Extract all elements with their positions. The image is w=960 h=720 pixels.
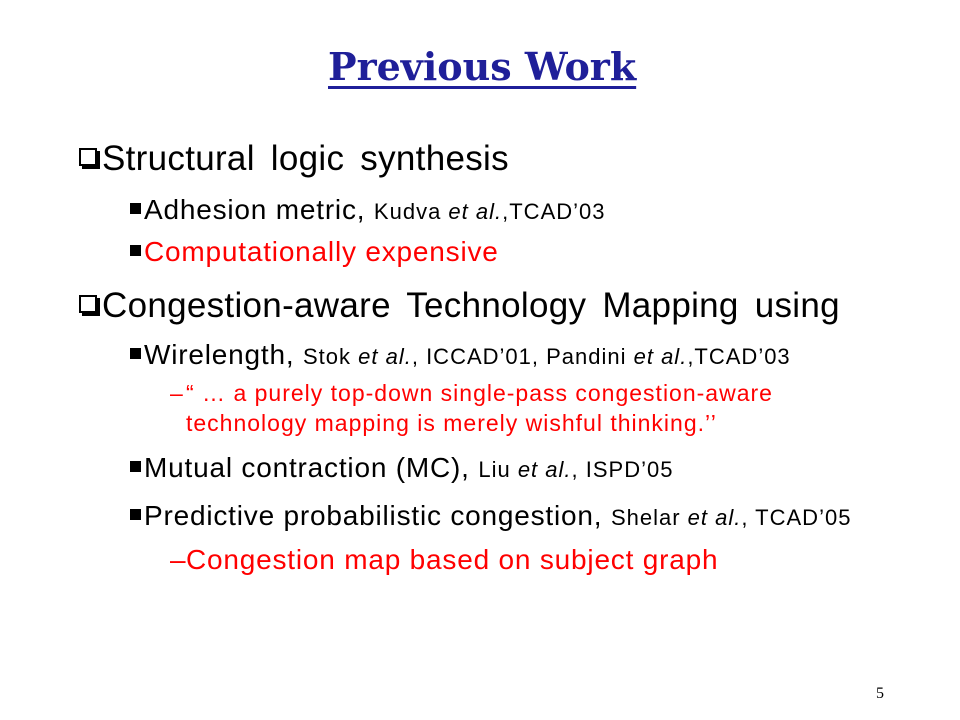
filled-square-bullet-icon [130,461,141,472]
sub-item-dash-marker: – [170,544,186,575]
section-heading-congestion-aware-mapping: Congestion-aware Technology Mapping using [102,286,840,325]
citation-et-al: et al. [448,199,503,224]
citation-author: Kudva [373,199,449,224]
citation [611,505,852,530]
section-heading-structural-logic-synthesis: Structural logic synthesis [102,139,509,178]
page-number: 5 [876,685,884,702]
list-item-mutual-contraction [144,454,673,482]
citation-venue: , ISPD’05 [571,457,674,482]
citation-venue-and-author: , ICCAD’01, Pandini [411,344,634,369]
item-text: Predictive probabilistic congestion, [144,500,611,531]
citation-et-al: et al. [517,457,572,482]
list-item-predictive-congestion [144,502,851,530]
list-item-wirelength [144,341,791,369]
list-item-adhesion-metric [144,196,605,224]
filled-square-bullet-icon [130,245,141,256]
item-text: Mutual contraction (MC), [144,452,479,483]
citation-author: Shelar [610,505,688,530]
list-item-computationally-expensive: Computationally expensive [144,236,499,267]
filled-square-bullet-icon [130,509,141,520]
citation-et-al: et al. [687,505,742,530]
citation-venue: , TCAD’05 [741,505,852,530]
filled-square-bullet-icon [130,203,141,214]
citation-author: Liu [478,457,518,482]
citation-venue: ,TCAD’03 [687,344,791,369]
filled-square-bullet-icon [130,348,141,359]
citation-et-al: et al. [633,344,688,369]
citation [303,344,791,369]
item-text: Wirelength, [144,339,303,370]
citation-venue: ,TCAD’03 [502,199,606,224]
sub-item-congestion-map: Congestion map based on subject graph [186,544,719,575]
citation-et-al: et al. [358,344,412,369]
citation [374,199,606,224]
slide-title: Previous Work [328,44,637,89]
citation [478,457,673,482]
item-text: Adhesion metric, [144,194,374,225]
sub-item-dash-marker: – [170,380,183,406]
shadowed-box-bullet-icon [79,148,97,166]
shadowed-box-bullet-icon [79,295,97,313]
sub-item-quote: “ … a purely top-down single-pass congestion-aware technology mapping is merely wishful thinking.’’ [186,380,773,436]
citation-author: Stok [303,344,359,369]
